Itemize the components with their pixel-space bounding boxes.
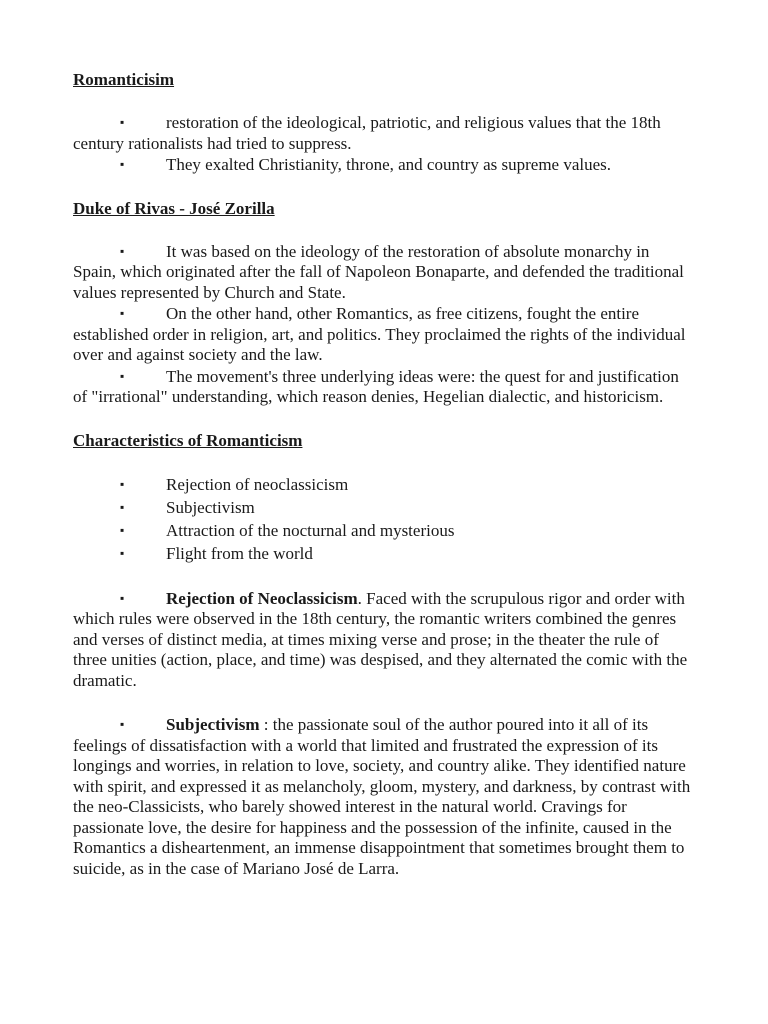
bullet-icon: ▪ bbox=[120, 717, 125, 731]
list-item-text: Flight from the world bbox=[166, 543, 313, 563]
detail-term: Subjectivism bbox=[166, 715, 260, 734]
bullet-icon: ▪ bbox=[120, 115, 125, 129]
bullet-icon: ▪ bbox=[120, 545, 125, 560]
list-item bbox=[73, 519, 695, 542]
bullet-icon: ▪ bbox=[120, 522, 125, 537]
section-heading-characteristics: Characteristics of Romanticism bbox=[73, 430, 303, 450]
bullet-item bbox=[73, 154, 695, 176]
bullet-text: It was based on the ideology of the restoration of absolute monarchy in Spain, which originated after the fall of Napoleon Bonaparte, and defended the traditional values represented by Church and State. bbox=[73, 241, 684, 302]
detail-text: : the passionate soul of the author poured into it all of its feelings of dissatisfaction with a world that limited and frustrated the expression of its longings and worries, in relation to love, society, and country alike. They identified nature with spirit, and expressed it as melancholy, gloom, mystery, and darkness, by contrast with the neo-Classicists, who barely showed interest in the natural world. Cravings for passionate love, the desire for happiness and the possession of the infinite, caused in the Romantics a disheartenment, an immense disappointment that sometimes brought them to suicide, as in the case of Mariano José de Larra. bbox=[73, 715, 691, 878]
section-heading-duke-of-rivas: Duke of Rivas - José Zorilla bbox=[73, 198, 275, 218]
bullet-icon: ▪ bbox=[120, 476, 125, 491]
bullet-item bbox=[73, 241, 695, 304]
bullet-icon: ▪ bbox=[120, 157, 125, 171]
bullet-icon: ▪ bbox=[120, 499, 125, 514]
bullet-text: restoration of the ideological, patriotic, and religious values that the 18th century rationalists had tried to suppress. bbox=[73, 113, 661, 153]
detail-text: . Faced with the scrupulous rigor and order with which rules were observed in the 18th century, the romantic writers combined the genres and verses of distinct media, at times mixing verse and prose; in the theater the rule of three unities (action, place, and time) was despised, and they alternated the comic with the dramatic. bbox=[73, 588, 688, 690]
bullet-icon: ▪ bbox=[120, 590, 125, 605]
detail-paragraph-neoclassicism bbox=[73, 588, 695, 692]
bullet-text: On the other hand, other Romantics, as free citizens, fought the entire established order in religion, art, and politics. They proclaimed the rights of the individual over and against society and the law. bbox=[73, 304, 686, 364]
bullet-text: They exalted Christianity, throne, and country as supreme values. bbox=[166, 155, 612, 174]
list-item bbox=[73, 542, 695, 565]
bullet-icon: ▪ bbox=[120, 368, 125, 383]
bullet-item bbox=[73, 366, 695, 408]
detail-paragraph-subjectivism bbox=[73, 714, 695, 879]
document-body bbox=[73, 70, 695, 879]
bullet-icon: ▪ bbox=[120, 243, 125, 258]
section-heading-romanticisim: Romanticisim bbox=[73, 70, 175, 89]
bullet-item bbox=[73, 303, 695, 366]
list-item-text: Rejection of neoclassicism bbox=[166, 474, 349, 494]
detail-term: Rejection of Neoclassicism bbox=[166, 588, 358, 608]
bullet-item bbox=[73, 112, 695, 154]
list-item bbox=[73, 496, 695, 519]
bullet-text: The movement's three underlying ideas were: the quest for and justification of "irrational" understanding, which reason denies, Hegelian dialectic, and historicism. bbox=[73, 366, 679, 406]
bullet-icon: ▪ bbox=[120, 306, 125, 320]
list-item bbox=[73, 473, 695, 496]
list-item-text: Subjectivism bbox=[166, 497, 255, 517]
list-item-text: Attraction of the nocturnal and mysterious bbox=[166, 520, 455, 540]
